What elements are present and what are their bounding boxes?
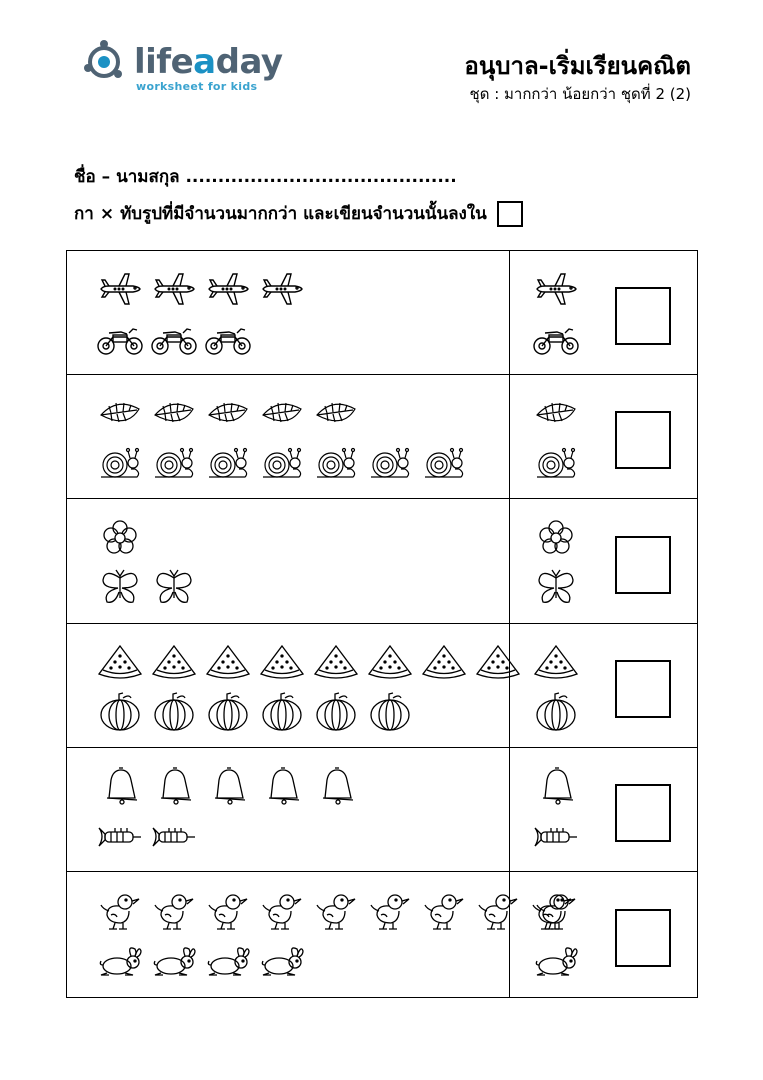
- watermelon-icon[interactable]: [97, 642, 143, 682]
- rabbit-icon[interactable]: [151, 941, 197, 981]
- exercise-table: [66, 250, 698, 998]
- airplane-icon[interactable]: [97, 269, 143, 309]
- bell-icon[interactable]: [313, 766, 359, 806]
- picture-group-bottom: [97, 319, 251, 359]
- snail-icon[interactable]: [151, 443, 197, 483]
- instruction-prefix: กา: [74, 204, 94, 224]
- picture-group-bottom: [97, 816, 197, 856]
- chick-icon[interactable]: [475, 891, 521, 931]
- picture-group-top: [97, 393, 359, 433]
- name-field: ชื่อ – นามสกุล ..........................................: [74, 167, 457, 187]
- bell-icon[interactable]: [151, 766, 197, 806]
- butterfly-icon[interactable]: [151, 568, 197, 608]
- exercise-row: [67, 748, 697, 872]
- exercise-row: [67, 375, 697, 499]
- watermelon-icon: [533, 642, 579, 682]
- instruction-text: ทับรูปที่มีจำนวนมากกว่า และเขียนจำนวนนั้นลงใน: [120, 204, 487, 224]
- airplane-icon: [533, 269, 579, 309]
- logo-tagline: worksheet for kids: [136, 80, 258, 93]
- pumpkin-icon[interactable]: [205, 692, 251, 732]
- answer-box[interactable]: [615, 287, 671, 345]
- snail-icon[interactable]: [97, 443, 143, 483]
- answer-box[interactable]: [615, 909, 671, 967]
- snail-icon[interactable]: [313, 443, 359, 483]
- chick-icon[interactable]: [421, 891, 467, 931]
- logo: [82, 38, 282, 98]
- chick-icon: [533, 891, 579, 931]
- exercise-row: [67, 500, 697, 624]
- motorcycle-icon[interactable]: [151, 319, 197, 359]
- snail-icon[interactable]: [367, 443, 413, 483]
- watermelon-icon[interactable]: [475, 642, 521, 682]
- flower-icon[interactable]: [97, 518, 143, 558]
- pumpkin-icon[interactable]: [367, 692, 413, 732]
- leaf-icon[interactable]: [205, 393, 251, 433]
- picture-group-bottom: [97, 568, 197, 608]
- trumpet-icon: [533, 816, 579, 856]
- answer-box[interactable]: [615, 784, 671, 842]
- watermelon-icon[interactable]: [259, 642, 305, 682]
- chick-icon[interactable]: [259, 891, 305, 931]
- snail-icon: [533, 443, 579, 483]
- airplane-icon[interactable]: [205, 269, 251, 309]
- bell-icon[interactable]: [97, 766, 143, 806]
- bell-icon[interactable]: [205, 766, 251, 806]
- pumpkin-icon: [533, 692, 579, 732]
- exercise-row: [67, 873, 697, 997]
- motorcycle-icon: [533, 319, 579, 359]
- exercise-row: [67, 251, 697, 375]
- pumpkin-icon[interactable]: [259, 692, 305, 732]
- answer-box[interactable]: [615, 411, 671, 469]
- picture-group-top: [97, 766, 359, 806]
- rabbit-icon[interactable]: [205, 941, 251, 981]
- picture-group-top: [97, 269, 305, 309]
- picture-group-top: [97, 642, 521, 682]
- exercise-row: [67, 624, 697, 748]
- watermelon-icon[interactable]: [313, 642, 359, 682]
- picture-group-bottom: [97, 941, 305, 981]
- picture-group-top: [97, 891, 575, 931]
- airplane-icon[interactable]: [259, 269, 305, 309]
- worksheet-subtitle: ชุด : มากกว่า น้อยกว่า ชุดที่ 2 (2): [469, 85, 691, 103]
- chick-icon[interactable]: [151, 891, 197, 931]
- picture-group-bottom: [97, 692, 413, 732]
- leaf-icon[interactable]: [97, 393, 143, 433]
- pumpkin-icon[interactable]: [313, 692, 359, 732]
- chick-icon[interactable]: [97, 891, 143, 931]
- picture-group-bottom: [97, 443, 467, 483]
- bell-icon: [533, 766, 579, 806]
- answer-box[interactable]: [615, 660, 671, 718]
- rabbit-icon[interactable]: [97, 941, 143, 981]
- picture-group-top: [97, 518, 143, 558]
- motorcycle-icon[interactable]: [205, 319, 251, 359]
- watermelon-icon[interactable]: [367, 642, 413, 682]
- motorcycle-icon[interactable]: [97, 319, 143, 359]
- leaf-icon[interactable]: [259, 393, 305, 433]
- worksheet-title: อนุบาล-เริ่มเรียนคณิต: [464, 52, 691, 80]
- rabbit-icon[interactable]: [259, 941, 305, 981]
- leaf-icon[interactable]: [151, 393, 197, 433]
- cross-mark-icon: ×: [99, 203, 115, 224]
- rabbit-icon: [533, 941, 579, 981]
- pumpkin-icon[interactable]: [97, 692, 143, 732]
- snail-icon[interactable]: [259, 443, 305, 483]
- snail-icon[interactable]: [205, 443, 251, 483]
- flower-icon: [533, 518, 579, 558]
- answer-box[interactable]: [615, 536, 671, 594]
- instruction: [74, 200, 523, 227]
- watermelon-icon[interactable]: [151, 642, 197, 682]
- pumpkin-icon[interactable]: [151, 692, 197, 732]
- airplane-icon[interactable]: [151, 269, 197, 309]
- chick-icon[interactable]: [313, 891, 359, 931]
- chick-icon[interactable]: [367, 891, 413, 931]
- logo-wordmark: lifeaday: [134, 42, 283, 82]
- butterfly-icon: [533, 568, 579, 608]
- watermelon-icon[interactable]: [205, 642, 251, 682]
- butterfly-icon[interactable]: [97, 568, 143, 608]
- logo-mark-icon: [82, 38, 132, 88]
- watermelon-icon[interactable]: [421, 642, 467, 682]
- snail-icon[interactable]: [421, 443, 467, 483]
- leaf-icon[interactable]: [313, 393, 359, 433]
- answer-box-icon: [497, 201, 523, 227]
- chick-icon[interactable]: [205, 891, 251, 931]
- trumpet-icon[interactable]: [151, 816, 197, 856]
- bell-icon[interactable]: [259, 766, 305, 806]
- trumpet-icon[interactable]: [97, 816, 143, 856]
- leaf-icon: [533, 393, 579, 433]
